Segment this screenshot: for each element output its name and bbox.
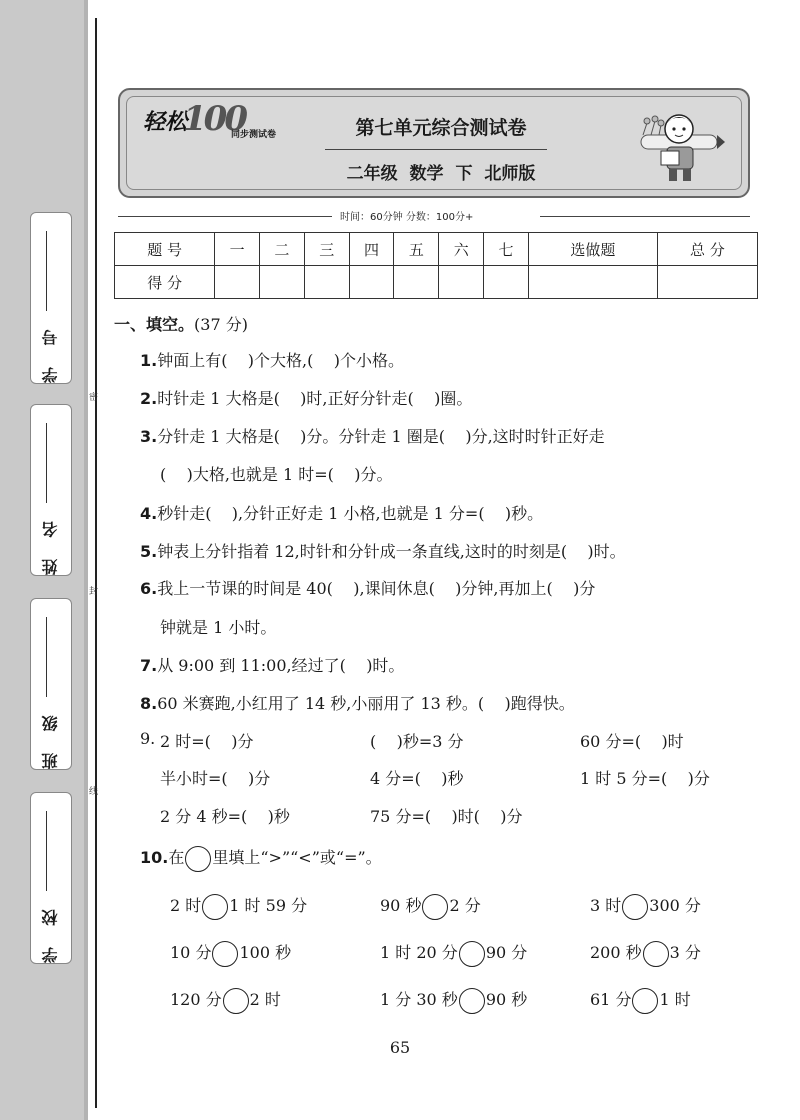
cut-mark-line: 线 <box>89 787 99 797</box>
student-id-field[interactable]: 学 号 <box>30 212 72 384</box>
question-line: 10.在 里填上“>”“<”或“=”。 <box>140 845 382 872</box>
compare-item: 10 分 100 秒 <box>170 940 291 967</box>
question-line: 8.60 米赛跑,小红用了 14 秒,小丽用了 13 秒。( )跑得快。 <box>140 694 575 713</box>
table-cell: 七 <box>484 233 529 266</box>
table-cell: 选做题 <box>528 233 657 266</box>
compare-circle[interactable] <box>212 941 238 967</box>
table-cell: 五 <box>394 233 439 266</box>
score-input-cell[interactable] <box>657 266 757 299</box>
compare-item: 2 时 1 时 59 分 <box>170 893 307 920</box>
logo-text: 轻松 <box>143 110 188 135</box>
table-cell: 二 <box>259 233 304 266</box>
school-field[interactable]: 学 校 <box>30 792 72 964</box>
logo-number: 100 <box>183 99 245 139</box>
conversion-item: 4 分=( )秒 <box>370 769 464 788</box>
conversion-item: 半小时=( )分 <box>160 769 271 788</box>
page-number: 65 <box>389 1038 411 1057</box>
test-title: 第七单元综合测试卷 <box>355 117 527 139</box>
table-cell: 得 分 <box>115 266 215 299</box>
test-subtitle: 二年级 数学 下 北师版 <box>346 164 536 184</box>
table-cell: 总 分 <box>657 233 757 266</box>
score-entry-row <box>115 266 758 299</box>
cut-mark-seal: 封 <box>89 587 99 597</box>
compare-circle[interactable] <box>223 988 249 1014</box>
compare-item: 61 分 1 时 <box>590 987 691 1014</box>
score-input-cell[interactable] <box>484 266 529 299</box>
question-line: 5.钟表上分针指着 12,时针和分针成一条直线,这时的时刻是( )时。 <box>140 542 626 561</box>
conversion-item: 2 分 4 秒=( )秒 <box>160 807 290 826</box>
title-rule <box>325 149 547 150</box>
question-line: ( )大格,也就是 1 时=( )分。 <box>160 465 393 484</box>
divider-right <box>540 216 750 217</box>
score-input-cell[interactable] <box>349 266 394 299</box>
conversion-item: 2 时=( )分 <box>160 732 254 751</box>
compare-item: 200 秒 3 分 <box>590 940 701 967</box>
compare-circle[interactable] <box>643 941 669 967</box>
compare-circle[interactable] <box>459 941 485 967</box>
conversion-item: 60 分=( )时 <box>580 732 684 751</box>
score-table <box>114 232 758 299</box>
compare-item: 90 秒 2 分 <box>380 893 481 920</box>
score-input-cell[interactable] <box>439 266 484 299</box>
compare-item: 1 分 30 秒 90 秒 <box>380 987 527 1014</box>
reading-student-icon <box>637 107 725 187</box>
section-heading: 一、填空。(37 分) <box>114 315 248 334</box>
compare-circle[interactable] <box>622 894 648 920</box>
conversion-item: 1 时 5 分=( )分 <box>580 769 710 788</box>
divider-left <box>118 216 332 217</box>
score-input-cell[interactable] <box>394 266 439 299</box>
question-line: 7.从 9:00 到 11:00,经过了( )时。 <box>140 656 405 675</box>
conversion-item: ( )秒=3 分 <box>370 732 464 751</box>
table-cell: 一 <box>215 233 260 266</box>
header-banner <box>118 88 750 198</box>
student-name-field[interactable]: 姓 名 <box>30 404 72 576</box>
compare-item: 3 时 300 分 <box>590 893 701 920</box>
question-line: 3.分针走 1 大格是( )分。分针走 1 圈是( )分,这时时针正好走 <box>140 427 605 446</box>
table-cell: 三 <box>304 233 349 266</box>
table-cell: 题 号 <box>115 233 215 266</box>
class-field[interactable]: 班 级 <box>30 598 72 770</box>
logo-subtitle: 同步测试卷 <box>231 130 277 140</box>
compare-circle[interactable] <box>202 894 228 920</box>
question-line: 2.时针走 1 大格是( )时,正好分针走( )圈。 <box>140 389 473 408</box>
circle-blank-icon <box>185 846 211 872</box>
compare-circle[interactable] <box>632 988 658 1014</box>
score-header-row <box>115 233 758 266</box>
question-line: 1.钟面上有( )个大格,( )个小格。 <box>140 351 404 370</box>
score-input-cell[interactable] <box>528 266 657 299</box>
binding-edge <box>84 0 88 1120</box>
compare-circle[interactable] <box>422 894 448 920</box>
compare-item: 120 分 2 时 <box>170 987 281 1014</box>
score-input-cell[interactable] <box>304 266 349 299</box>
cut-mark-seal: 密 <box>89 393 99 403</box>
time-score-info: 时间：60分钟 分数：100分+ <box>340 212 474 223</box>
binding-line <box>95 18 97 1108</box>
question-line: 钟就是 1 小时。 <box>160 618 277 637</box>
question-line: 4.秒针走( ),分针正好走 1 小格,也就是 1 分=( )秒。 <box>140 504 544 523</box>
section-points: (37 分) <box>194 315 248 334</box>
compare-item: 1 时 20 分 90 分 <box>380 940 527 967</box>
question-line: 6.我上一节课的时间是 40( ),课间休息( )分钟,再加上( )分 <box>140 579 596 598</box>
conversion-item: 75 分=( )时( )分 <box>370 807 523 826</box>
score-input-cell[interactable] <box>215 266 260 299</box>
table-cell: 四 <box>349 233 394 266</box>
table-cell: 六 <box>439 233 484 266</box>
compare-circle[interactable] <box>459 988 485 1014</box>
question-number: 9. <box>140 729 156 748</box>
score-input-cell[interactable] <box>259 266 304 299</box>
